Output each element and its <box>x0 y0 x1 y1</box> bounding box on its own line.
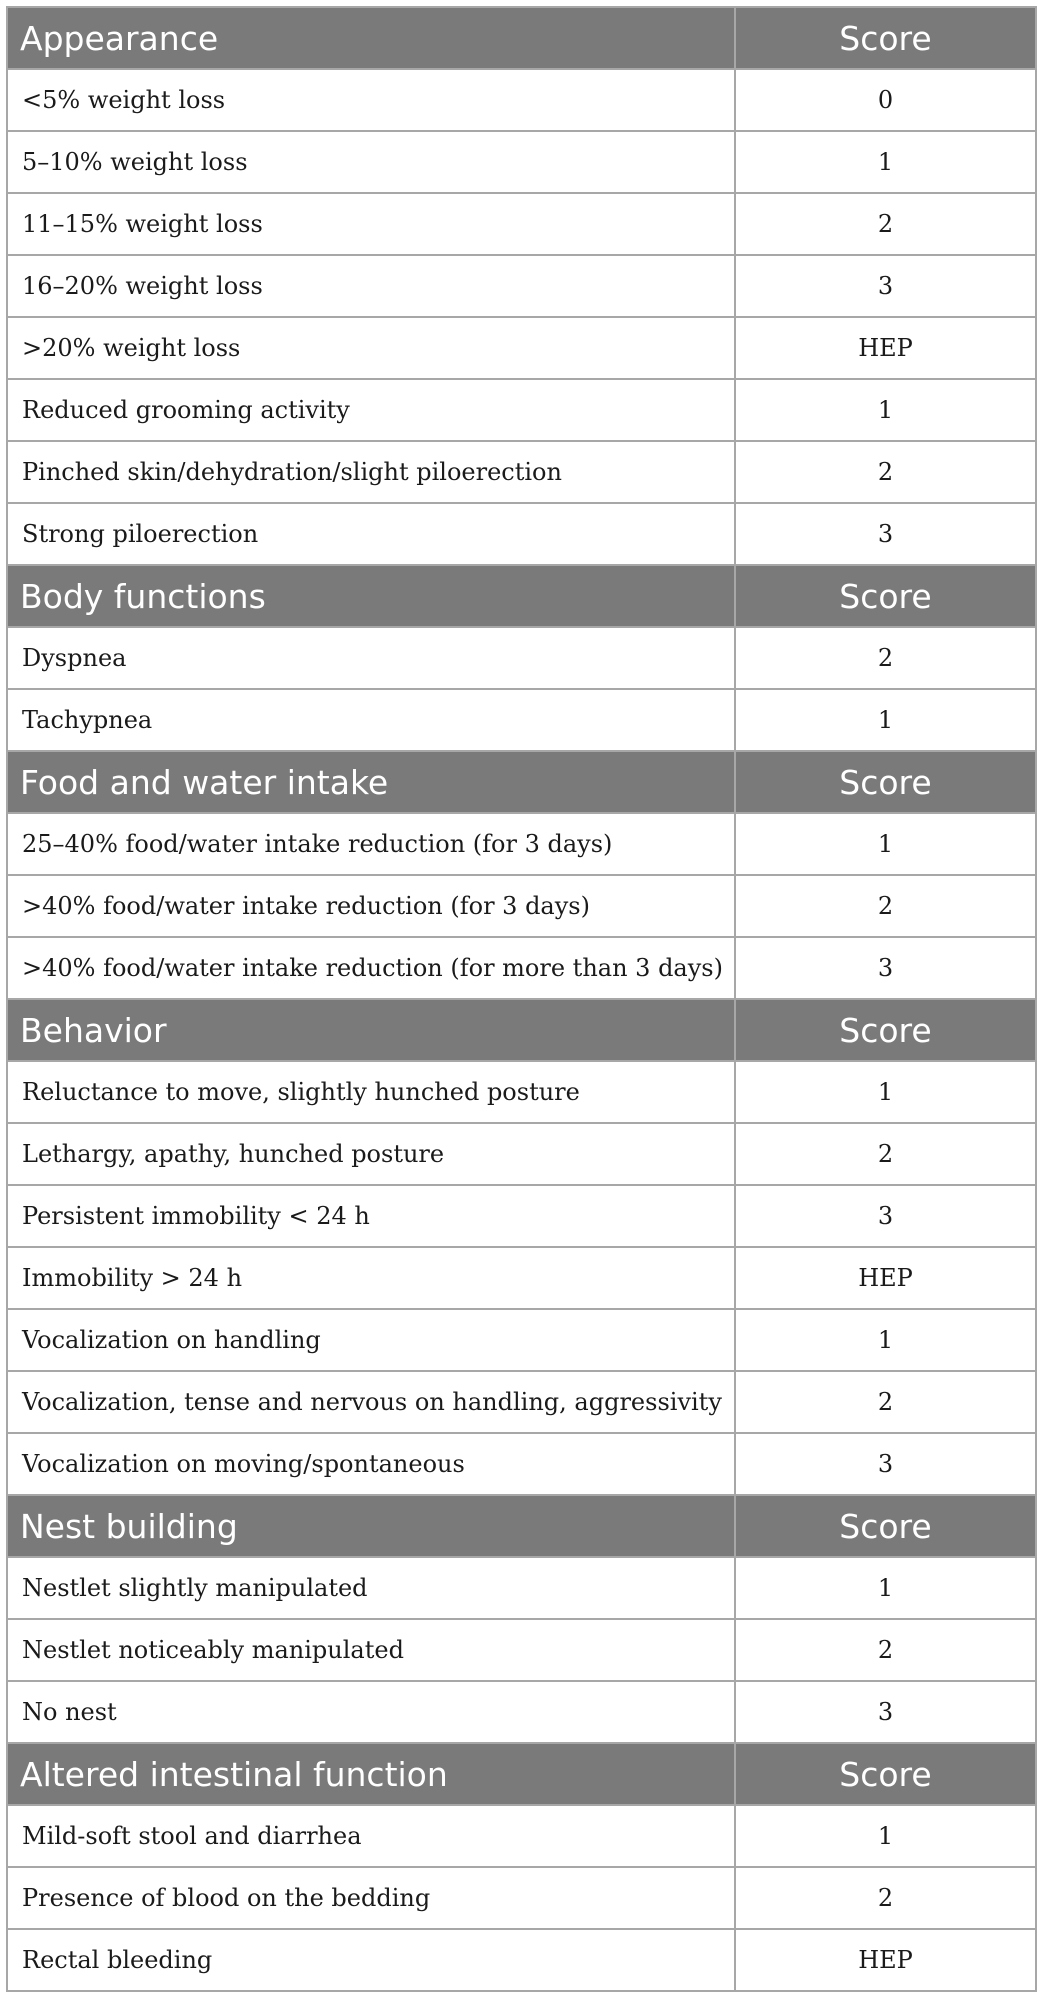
table-row <box>7 441 1036 503</box>
table-row <box>7 1309 1036 1371</box>
criterion-label: Presence of blood on the bedding <box>7 1867 735 1929</box>
table-row <box>7 131 1036 193</box>
criterion-score: 3 <box>735 1185 1036 1247</box>
table-row <box>7 1619 1036 1681</box>
table-row <box>7 193 1036 255</box>
criterion-label: >40% food/water intake reduction (for 3 days) <box>7 875 735 937</box>
criterion-score: 3 <box>735 1681 1036 1743</box>
criterion-score: HEP <box>735 1929 1036 1991</box>
table-row <box>7 1557 1036 1619</box>
criterion-label: Vocalization, tense and nervous on handling, aggressivity <box>7 1371 735 1433</box>
criterion-score: 3 <box>735 937 1036 999</box>
table-row <box>7 69 1036 131</box>
table-row <box>7 627 1036 689</box>
table-row <box>7 503 1036 565</box>
criterion-label: Rectal bleeding <box>7 1929 735 1991</box>
table-row <box>7 1805 1036 1867</box>
criterion-score: 2 <box>735 193 1036 255</box>
criterion-label: Persistent immobility < 24 h <box>7 1185 735 1247</box>
score-column-header: Score <box>735 7 1036 69</box>
criterion-score: 1 <box>735 379 1036 441</box>
score-column-header: Score <box>735 565 1036 627</box>
section-title: Altered intestinal function <box>7 1743 735 1805</box>
criterion-label: 5–10% weight loss <box>7 131 735 193</box>
section-header-row <box>7 999 1036 1061</box>
table-row <box>7 1247 1036 1309</box>
score-column-header: Score <box>735 751 1036 813</box>
criterion-score: 1 <box>735 689 1036 751</box>
criterion-score: 1 <box>735 131 1036 193</box>
criterion-label: Strong piloerection <box>7 503 735 565</box>
criterion-label: Reduced grooming activity <box>7 379 735 441</box>
scoring-table <box>6 6 1037 1992</box>
table-row <box>7 317 1036 379</box>
criterion-label: Vocalization on handling <box>7 1309 735 1371</box>
criterion-label: Nestlet slightly manipulated <box>7 1557 735 1619</box>
section-title: Nest building <box>7 1495 735 1557</box>
table-row <box>7 813 1036 875</box>
criterion-score: 3 <box>735 255 1036 317</box>
criterion-label: <5% weight loss <box>7 69 735 131</box>
section-title: Food and water intake <box>7 751 735 813</box>
section-header-row <box>7 565 1036 627</box>
criterion-label: Tachypnea <box>7 689 735 751</box>
criterion-label: >40% food/water intake reduction (for more than 3 days) <box>7 937 735 999</box>
table-row <box>7 937 1036 999</box>
criterion-label: 11–15% weight loss <box>7 193 735 255</box>
criterion-score: 3 <box>735 1433 1036 1495</box>
section-header-row <box>7 751 1036 813</box>
score-column-header: Score <box>735 1743 1036 1805</box>
criterion-score: 1 <box>735 813 1036 875</box>
section-header-row <box>7 7 1036 69</box>
criterion-score: 2 <box>735 1619 1036 1681</box>
table-row <box>7 1433 1036 1495</box>
criterion-label: No nest <box>7 1681 735 1743</box>
criterion-label: Reluctance to move, slightly hunched posture <box>7 1061 735 1123</box>
table-row <box>7 1371 1036 1433</box>
criterion-label: Dyspnea <box>7 627 735 689</box>
criterion-score: 2 <box>735 441 1036 503</box>
section-header-row <box>7 1743 1036 1805</box>
section-title: Body functions <box>7 565 735 627</box>
criterion-score: 2 <box>735 1371 1036 1433</box>
criterion-score: 3 <box>735 503 1036 565</box>
table-row <box>7 255 1036 317</box>
table-row <box>7 1929 1036 1991</box>
criterion-score: 2 <box>735 627 1036 689</box>
criterion-label: Nestlet noticeably manipulated <box>7 1619 735 1681</box>
criterion-score: 1 <box>735 1061 1036 1123</box>
criterion-score: 1 <box>735 1309 1036 1371</box>
table-row <box>7 1867 1036 1929</box>
table-row <box>7 379 1036 441</box>
score-column-header: Score <box>735 1495 1036 1557</box>
section-title: Appearance <box>7 7 735 69</box>
section-header-row <box>7 1495 1036 1557</box>
criterion-score: 2 <box>735 1867 1036 1929</box>
table-row <box>7 1185 1036 1247</box>
criterion-label: Lethargy, apathy, hunched posture <box>7 1123 735 1185</box>
criterion-score: HEP <box>735 1247 1036 1309</box>
score-column-header: Score <box>735 999 1036 1061</box>
criterion-score: 2 <box>735 875 1036 937</box>
criterion-label: Immobility > 24 h <box>7 1247 735 1309</box>
criterion-label: 25–40% food/water intake reduction (for 3 days) <box>7 813 735 875</box>
criterion-score: 2 <box>735 1123 1036 1185</box>
criterion-label: Mild-soft stool and diarrhea <box>7 1805 735 1867</box>
table-row <box>7 1681 1036 1743</box>
criterion-score: 1 <box>735 1557 1036 1619</box>
section-title: Behavior <box>7 999 735 1061</box>
criterion-label: >20% weight loss <box>7 317 735 379</box>
criterion-score: 1 <box>735 1805 1036 1867</box>
table-row <box>7 1123 1036 1185</box>
criterion-label: 16–20% weight loss <box>7 255 735 317</box>
criterion-label: Pinched skin/dehydration/slight piloerection <box>7 441 735 503</box>
criterion-score: HEP <box>735 317 1036 379</box>
criterion-label: Vocalization on moving/spontaneous <box>7 1433 735 1495</box>
table-row <box>7 1061 1036 1123</box>
table-row <box>7 689 1036 751</box>
criterion-score: 0 <box>735 69 1036 131</box>
table-row <box>7 875 1036 937</box>
scoring-table-body <box>7 7 1036 1991</box>
